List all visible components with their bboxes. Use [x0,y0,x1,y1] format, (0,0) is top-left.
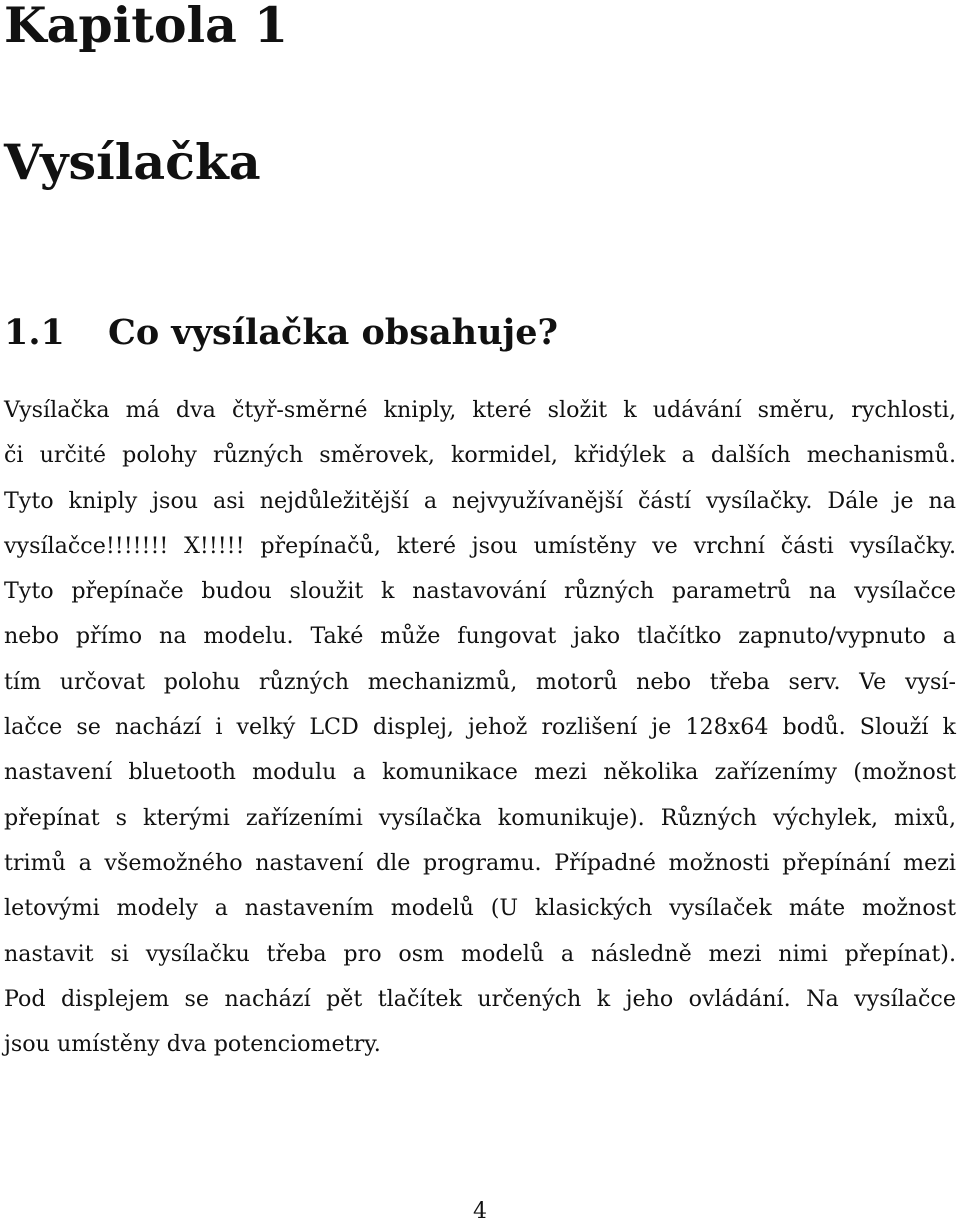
paragraph-line: nastavení bluetooth modulu a komunikace mezi několika zařízenímy (možnost [4,759,956,786]
paragraph-line: přepínat s kterými zařízeními vysílačka komunikuje). Různých výchylek, mixů, [4,804,956,831]
chapter-label: Kapitola 1 [4,0,289,54]
chapter-title: Vysílačka [4,133,261,191]
body-paragraph [4,388,956,1067]
section-title: Co vysílačka obsahuje? [108,312,558,353]
paragraph-line: Tyto přepínače budou sloužit k nastavování různých parametrů na vysílačce [4,578,956,605]
paragraph-line: nebo přímo na modelu. Také může fungovat jako tlačítko zapnuto/vypnuto a [4,623,956,650]
paragraph-line: Vysílačka má dva čtyř-směrné kniply, které složit k udávání směru, rychlosti, [4,397,956,423]
paragraph-line: nastavit si vysílačku třeba pro osm modelů a následně mezi nimi přepínat). [4,940,956,967]
paragraph-line: vysílačce!!!!!!! X!!!!! přepínačů, které jsou umístěny ve vrchní části vysílačky. [4,532,956,559]
paragraph-line: Tyto kniply jsou asi nejdůležitější a nejvyužívanější částí vysílačky. Dále je na [4,487,956,514]
section-number: 1.1 [4,312,65,353]
paragraph-line: letovými modely a nastavením modelů (U klasických vysílaček máte možnost [4,895,956,922]
paragraph-line: Pod displejem se nachází pět tlačítek určených k jeho ovládání. Na vysílačce [4,985,956,1012]
page-number: 4 [473,1199,487,1224]
paragraph-line: jsou umístěny dva potenciometry. [4,1031,381,1058]
paragraph-line: či určité polohy různých směrovek, kormidel, křidýlek a dalších mechanismů. [4,442,956,469]
section-heading [4,310,558,356]
paragraph-line: lačce se nachází i velký LCD displej, jehož rozlišení je 128x64 bodů. Slouží k [4,714,956,741]
paragraph-line: trimů a všemožného nastavení dle programu. Případné možnosti přepínání mezi [4,849,956,876]
paragraph-line: tím určovat polohu různých mechanizmů, motorů nebo třeba serv. Ve vysí- [4,668,956,695]
